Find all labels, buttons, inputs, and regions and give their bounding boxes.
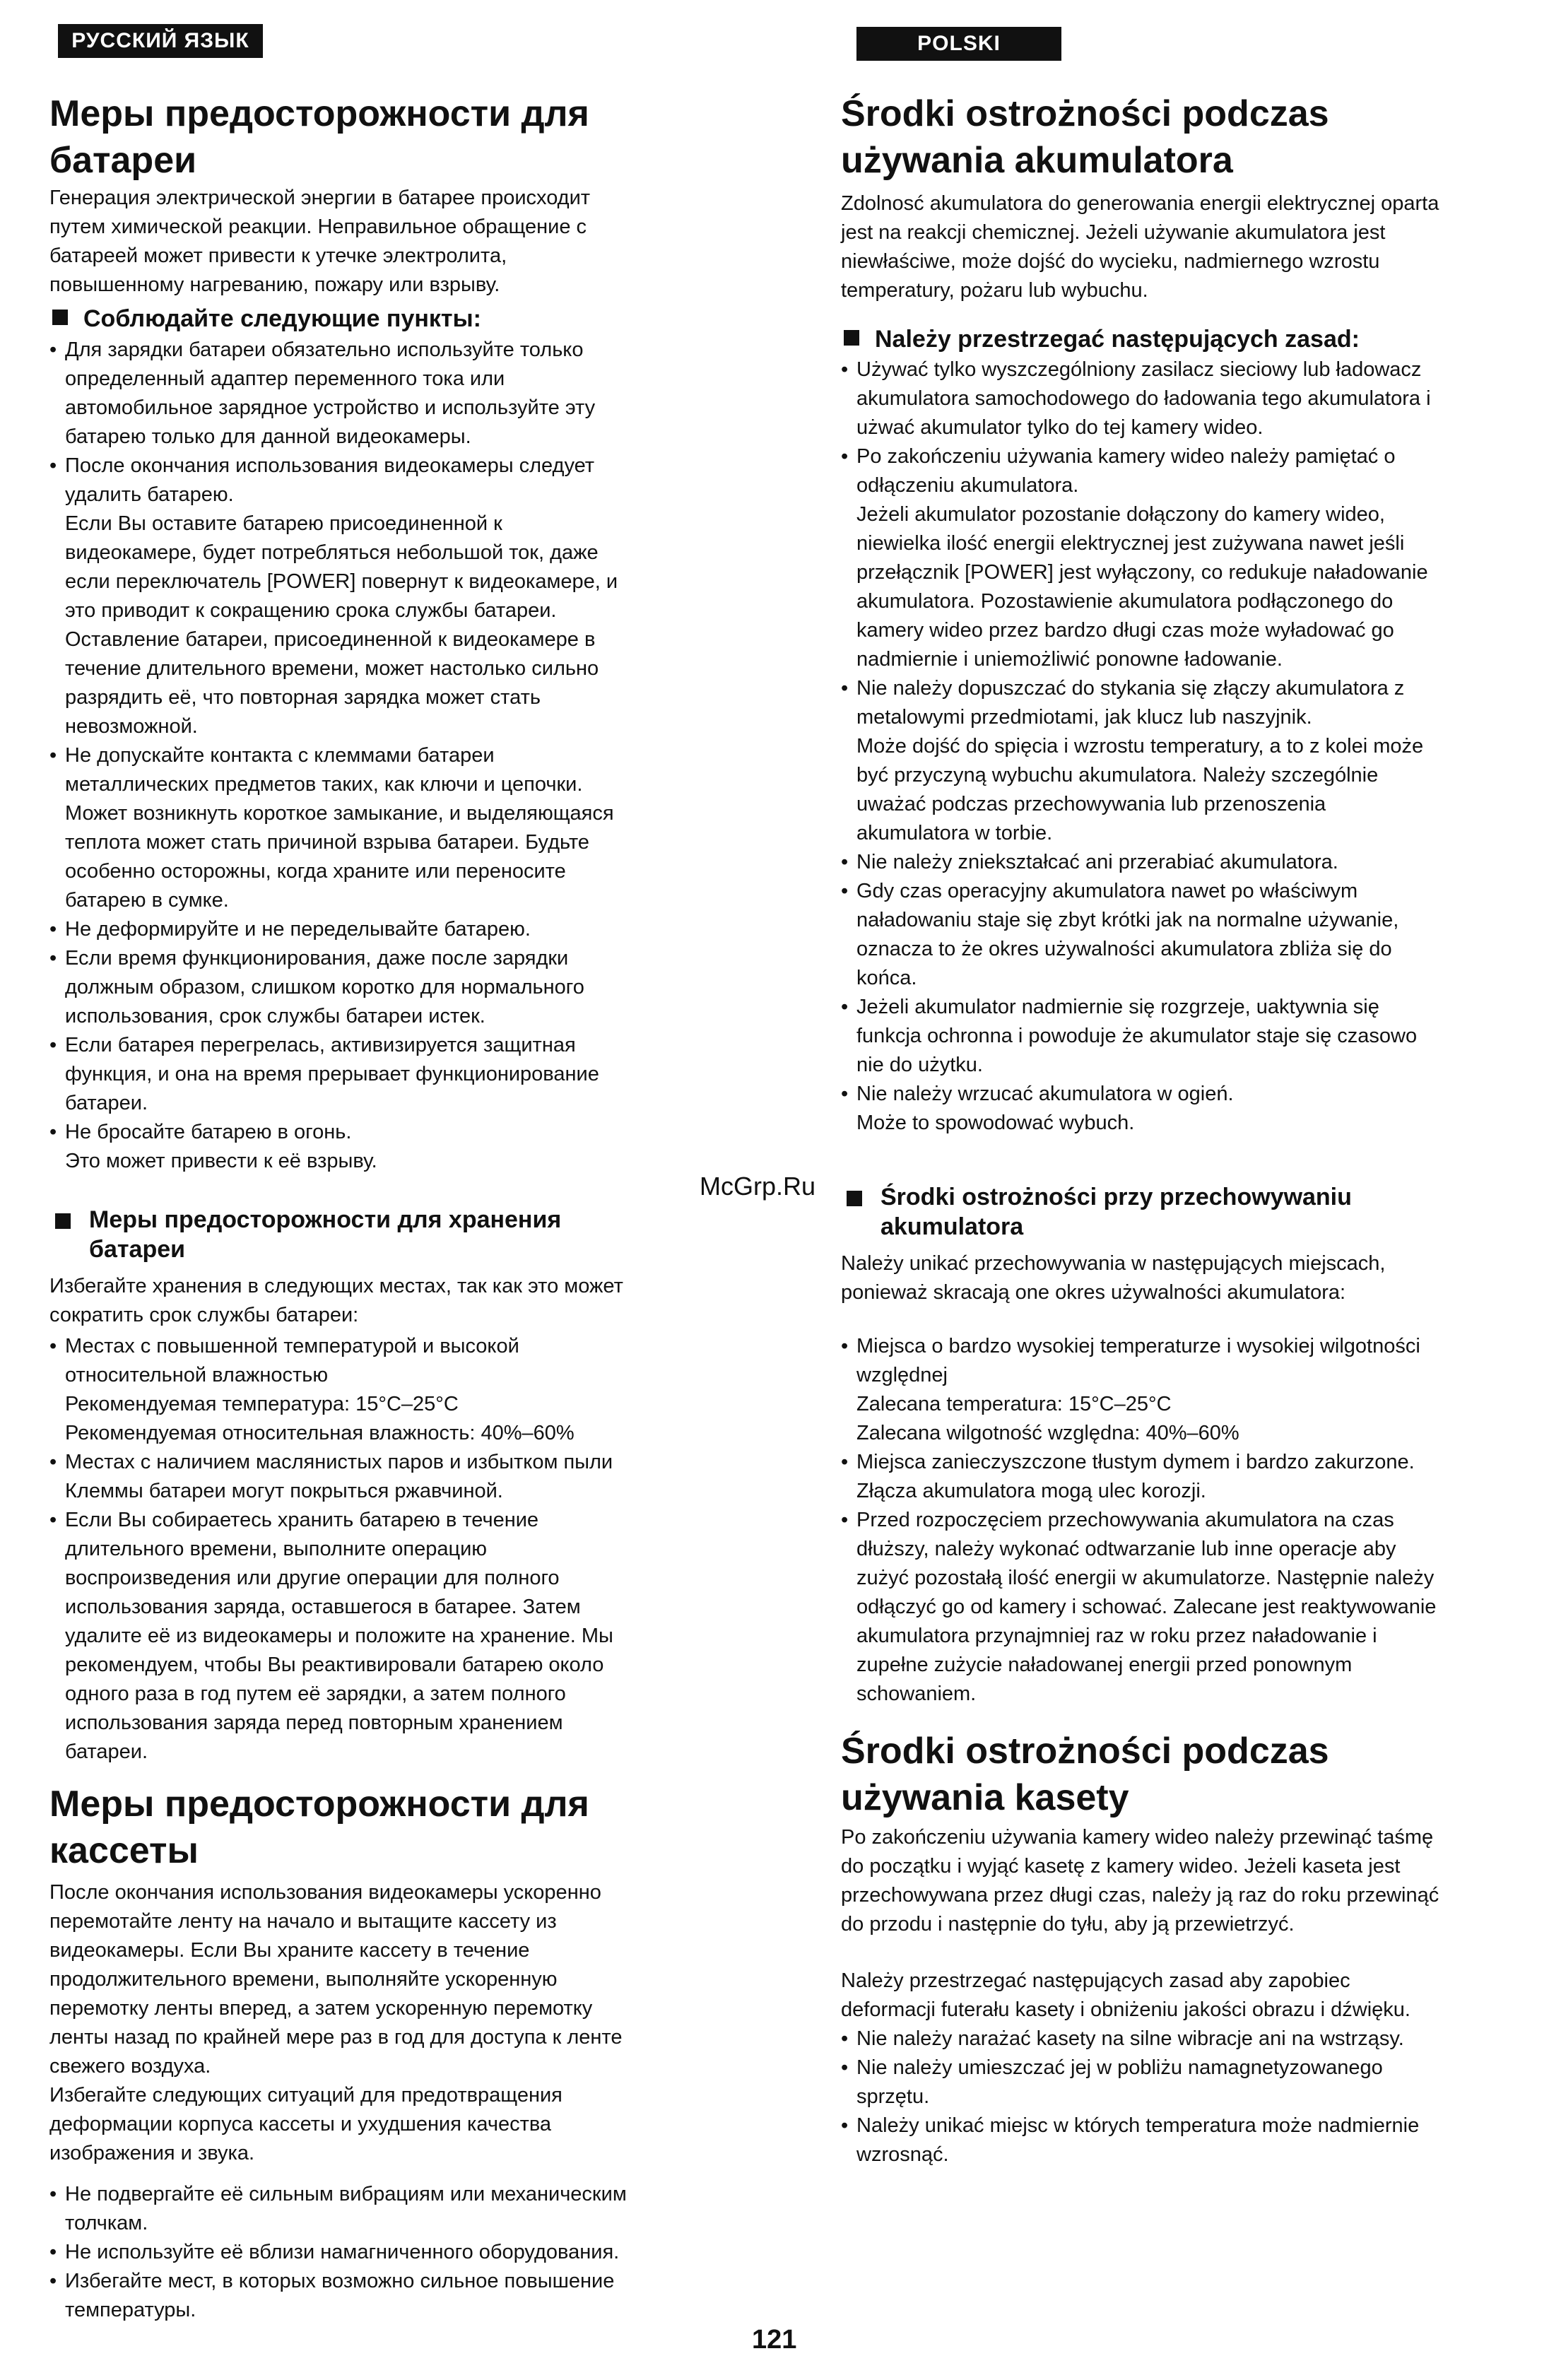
list-item-line: батарею в сумке.: [65, 889, 229, 912]
list-item: [841, 1506, 1519, 1709]
bullet-dot-icon: •: [841, 358, 849, 381]
list-item: [841, 2025, 1519, 2054]
bullet-dot-icon: •: [841, 996, 849, 1018]
paragraph-line: путем химической реакции. Неправильное обращение с: [49, 216, 587, 238]
paragraph-line: перемотку ленты вперед, а затем ускоренную перемотку: [49, 1997, 593, 2020]
list-item-line: dłuższy, należy wykonać odtwarzanie lub inne operacje aby: [856, 1538, 1396, 1560]
list-item-line: kamery wideo przez bardzo długi czas może wyładować go: [856, 619, 1394, 642]
bullet-dot-icon: •: [841, 880, 849, 902]
paragraph-line: do przodu i następnie do tyłu, aby ją przewietrzyć.: [841, 1913, 1295, 1936]
list-item-line: Это может привести к её взрыву.: [65, 1150, 377, 1172]
list-item-line: видеокамере, будет потребляться небольшой ток, даже: [65, 541, 599, 564]
section-title: [841, 1728, 1519, 1821]
paragraph-line: Należy unikać przechowywania w następujących miejscach,: [841, 1252, 1386, 1275]
list-item-line: funkcja ochronna i powoduje że akumulator staje się czasowo: [856, 1025, 1418, 1047]
list-item-line: температуры.: [65, 2299, 196, 2321]
list-item-line: Przed rozpoczęciem przechowywania akumulatora na czas: [856, 1509, 1394, 1531]
bullet-dot-icon: •: [49, 2183, 57, 2205]
bullet-dot-icon: •: [841, 2027, 849, 2050]
bullet-list: [49, 2180, 728, 2325]
list-item: [49, 1031, 728, 1118]
list-item: [49, 1118, 728, 1176]
list-item-line: naładowaniu staje się zbyt krótki jak na normalne używanie,: [856, 909, 1399, 931]
paragraph-line: Избегайте следующих ситуаций для предотвращения: [49, 2084, 563, 2107]
list-item: [49, 944, 728, 1031]
list-item-line: Gdy czas operacyjny akumulatora nawet po właściwym: [856, 880, 1358, 902]
bullet-dot-icon: •: [49, 1034, 57, 1056]
section-title-line: używania akumulatora: [841, 140, 1233, 181]
list-item: [49, 1506, 728, 1767]
square-bullet-icon: [52, 310, 68, 325]
list-item: [841, 674, 1519, 848]
bullet-dot-icon: •: [49, 744, 57, 767]
list-item-line: użwać akumulator tylko do tej kamery wideo.: [856, 416, 1264, 439]
list-item-line: Если Вы оставите батарею присоединенной к: [65, 512, 502, 535]
bullet-dot-icon: •: [841, 1509, 849, 1531]
list-item: [49, 2180, 728, 2238]
subsection-heading-line: Соблюдайте следующие пункты:: [83, 305, 481, 332]
subsection-heading-text: [49, 304, 728, 334]
list-item-line: Если Вы собираетесь хранить батарею в течение: [65, 1509, 539, 1531]
bullet-list: [841, 1332, 1519, 1709]
list-item-line: использования заряда, оставшегося в батарее. Затем: [65, 1596, 581, 1618]
list-item: [841, 1080, 1519, 1138]
paragraph-line: ленты назад по крайней мере раз в год для доступа к ленте: [49, 2026, 623, 2049]
subsection-heading: [841, 1182, 1519, 1242]
list-item-line: Po zakończeniu używania kamery wideo należy pamiętać o: [856, 445, 1396, 468]
cassette-intro-paragraph: [49, 1878, 728, 2168]
section-title-line: używania kasety: [841, 1777, 1129, 1818]
list-item-line: определенный адаптер переменного тока или: [65, 367, 505, 390]
list-item-line: akumulatora w torbie.: [856, 822, 1053, 844]
list-item-line: wzrosnąć.: [856, 2143, 949, 2166]
paragraph-line: deformacji futerału kasety i obniżeniu jakości obrazu i dźwięku.: [841, 1998, 1410, 2021]
list-item: [49, 2238, 728, 2267]
list-item-line: Nie należy umieszczać jej w pobliżu namagnetyzowanego: [856, 2056, 1383, 2079]
list-item-line: Оставление батареи, присоединенной к видеокамере в: [65, 628, 596, 651]
bullet-dot-icon: •: [49, 918, 57, 941]
list-item: [841, 1332, 1519, 1448]
list-item-line: Не деформируйте и не переделывайте батарею.: [65, 918, 531, 941]
list-item: [49, 2267, 728, 2325]
page-number: 121: [752, 2325, 797, 2355]
list-item-line: После окончания использования видеокамеры следует: [65, 454, 595, 477]
subsection-heading-text: [49, 1205, 728, 1264]
list-item-line: Для зарядки батареи обязательно используйте только: [65, 338, 584, 361]
bullet-list: [841, 2025, 1519, 2169]
list-item: [49, 741, 728, 915]
paragraph-line: Генерация электрической энергии в батарее происходит: [49, 187, 591, 209]
list-item: [841, 2111, 1519, 2169]
list-item-line: разрядить её, что повторная зарядка может стать: [65, 686, 541, 709]
section-title: [841, 90, 1519, 184]
list-item-line: Zalecana wilgotność względna: 40%–60%: [856, 1422, 1239, 1444]
list-item-line: Может возникнуть короткое замыкание, и выделяющаяся: [65, 802, 614, 825]
paragraph-line: видеокамеры. Если Вы храните кассету в течение: [49, 1939, 530, 1962]
paragraph-line: niewłaściwe, może dojść do wycieku, nadmiernego wzrostu: [841, 250, 1380, 273]
list-item-line: Nie należy dopuszczać do stykania się złączy akumulatora z: [856, 677, 1405, 700]
list-item-line: Używać tylko wyszczególniony zasilacz sieciowy lub ładowacz: [856, 358, 1422, 381]
subsection-heading-text: [841, 324, 1519, 354]
section-title-line: Меры предосторожности для: [49, 1784, 589, 1825]
list-item: [49, 336, 728, 452]
watermark-text: McGrp.Ru: [700, 1172, 816, 1201]
paragraph-line: батареей может привести к утечке электролита,: [49, 245, 507, 267]
section-title-line: Środki ostrożności podczas: [841, 1731, 1329, 1772]
bullet-dot-icon: •: [841, 2114, 849, 2137]
list-item-line: батареи.: [65, 1740, 148, 1763]
square-bullet-icon: [55, 1213, 71, 1229]
paragraph-line: свежего воздуха.: [49, 2055, 211, 2078]
list-item-line: sprzętu.: [856, 2085, 930, 2108]
list-item-line: nie do użytku.: [856, 1054, 983, 1076]
list-item-line: niewielka ilość energii elektrycznej jest zużywana nawet jeśli: [856, 532, 1405, 555]
section-title-line: Środki ostrożności podczas: [841, 93, 1329, 134]
subsection-heading-line: Меры предосторожности для хранения: [89, 1206, 562, 1233]
list-item-line: батарею только для данной видеокамеры.: [65, 425, 471, 448]
list-item-line: Не подвергайте её сильным вибрациям или механическим: [65, 2183, 627, 2205]
list-item-line: воспроизведения или другие операции для полного: [65, 1567, 560, 1589]
list-item-line: końca.: [856, 967, 917, 989]
list-item-line: одного раза в год путем её зарядки, а затем полного: [65, 1683, 566, 1705]
list-item-line: автомобильное зарядное устройство и используйте эту: [65, 396, 596, 419]
paragraph-line: ponieważ skracają one okres używalności akumulatora:: [841, 1281, 1346, 1304]
bullet-dot-icon: •: [49, 2270, 57, 2292]
bullet-dot-icon: •: [49, 1335, 57, 1357]
bullet-dot-icon: •: [841, 1335, 849, 1357]
section-title-line: Меры предосторожности для: [49, 93, 589, 134]
paragraph-line: После окончания использования видеокамеры ускоренно: [49, 1881, 601, 1904]
list-item-line: akumulatora przynajmniej raz w roku przez naładowanie i: [856, 1625, 1377, 1647]
list-item-line: Należy unikać miejsc w których temperatura może nadmiernie: [856, 2114, 1420, 2137]
list-item: [841, 442, 1519, 674]
paragraph-line: przechowywana przez długi czas, należy ją raz do roku przewinąć: [841, 1884, 1439, 1907]
paragraph-line: Zdolnosć akumulatora do generowania energii elektrycznej oparta: [841, 192, 1439, 215]
paragraph-line: деформации корпуса кассеты и ухудшения качества: [49, 2113, 552, 2135]
list-item-line: металлических предметов таких, как ключи и цепочки.: [65, 773, 583, 796]
list-item-line: функция, и она на время прерывает функционирование: [65, 1063, 599, 1085]
list-item-line: Jeżeli akumulator nadmiernie się rozgrzeje, uaktywnia się: [856, 996, 1379, 1018]
list-item-line: особенно осторожны, когда храните или переносите: [65, 860, 566, 883]
list-item-line: теплота может стать причиной взрыва батареи. Будьте: [65, 831, 589, 854]
language-tab-polish: POLSKI: [856, 27, 1061, 61]
paragraph-line: сократить срок службы батареи:: [49, 1304, 359, 1326]
list-item-line: schowaniem.: [856, 1683, 977, 1705]
paragraph-line: повышенному нагреванию, пожару или взрыву.: [49, 273, 500, 296]
storage-intro-paragraph: [841, 1249, 1519, 1307]
subsection-heading: [841, 324, 1519, 354]
list-item: [841, 355, 1519, 442]
subsection-heading-line: батареи: [89, 1236, 186, 1263]
bullet-dot-icon: •: [841, 2056, 849, 2079]
list-item-line: Если батарея перегрелась, активизируется защитная: [65, 1034, 576, 1056]
bullet-dot-icon: •: [841, 851, 849, 873]
bullet-dot-icon: •: [49, 2241, 57, 2263]
list-item: [841, 2054, 1519, 2111]
list-item-line: Если время функционирования, даже после зарядки: [65, 947, 569, 970]
paragraph-line: temperatury, pożaru lub wybuchu.: [841, 279, 1148, 302]
list-item-line: oznacza to że okres używalności akumulatora zbliża się do: [856, 938, 1392, 960]
list-item-line: Nie należy narażać kasety na silne wibracje ani na wstrząsy.: [856, 2027, 1404, 2050]
paragraph-line: Избегайте хранения в следующих местах, так как это может: [49, 1275, 623, 1297]
bullet-list: [841, 355, 1519, 1138]
paragraph-line: Po zakończeniu używania kamery wideo należy przewinąć taśmę: [841, 1826, 1434, 1849]
list-item-line: Не используйте её вблизи намагниченного оборудования.: [65, 2241, 620, 2263]
bullet-dot-icon: •: [49, 338, 57, 361]
subsection-heading-line: akumulatora: [880, 1213, 1024, 1240]
list-item-line: Клеммы батареи могут покрыться ржавчиной.: [65, 1480, 503, 1502]
list-item-line: akumulatora. Pozostawienie akumulatora podłączonego do: [856, 590, 1394, 613]
section-title: [49, 1781, 728, 1874]
bullet-dot-icon: •: [49, 454, 57, 477]
subsection-heading: [49, 304, 728, 334]
list-item-line: zużyć pozostałą ilość energii w akumulatorze. Następnie należy: [856, 1567, 1435, 1589]
list-item-line: рекомендуем, чтобы Вы реактивировали батарею около: [65, 1654, 604, 1676]
bullet-dot-icon: •: [49, 1509, 57, 1531]
cassette-rules-paragraph: [841, 1967, 1519, 2025]
list-item: [49, 915, 728, 944]
list-item-line: длительного времени, выполните операцию: [65, 1538, 488, 1560]
language-tab-russian: РУССКИЙ ЯЗЫК: [58, 24, 263, 58]
bullet-list: [49, 1332, 728, 1767]
list-item-line: Nie należy zniekształcać ani przerabiać akumulatora.: [856, 851, 1338, 873]
bullet-dot-icon: •: [49, 947, 57, 970]
list-item-line: Miejsca o bardzo wysokiej temperaturze i wysokiej wilgotności: [856, 1335, 1420, 1357]
list-item-line: Рекомендуемая относительная влажность: 40%–60%: [65, 1422, 575, 1444]
cassette-intro-paragraph: [841, 1823, 1519, 1939]
list-item-line: течение длительного времени, может настолько сильно: [65, 657, 599, 680]
list-item: [841, 877, 1519, 993]
section-title: [49, 90, 728, 184]
bullet-list: [49, 336, 728, 1176]
square-bullet-icon: [844, 330, 859, 346]
section-title-line: кассеты: [49, 1830, 199, 1871]
subsection-heading-line: Należy przestrzegać następujących zasad:: [875, 326, 1360, 353]
paragraph-line: перемотайте ленту на начало и вытащите кассету из: [49, 1910, 557, 1933]
list-item-line: przełącznik [POWER] jest wyłączony, co redukuje naładowanie: [856, 561, 1428, 584]
list-item-line: Miejsca zanieczyszczone tłustym dymem i bardzo zakurzone.: [856, 1451, 1415, 1473]
list-item-line: nadmiernie i uniemożliwić ponowne ładowanie.: [856, 648, 1283, 671]
list-item-line: батареи.: [65, 1092, 148, 1114]
list-item-line: невозможной.: [65, 715, 198, 738]
list-item-line: odłączyć go od kamery i schować. Zalecane jest reaktywowanie: [856, 1596, 1437, 1618]
list-item-line: uważać podczas przechowywania lub przenoszenia: [856, 793, 1326, 815]
paragraph-line: jest na reakcji chemicznej. Jeżeli używanie akumulatora jest: [841, 221, 1386, 244]
list-item-line: Może to spowodować wybuch.: [856, 1112, 1135, 1134]
paragraph-line: изображения и звука.: [49, 2142, 254, 2164]
list-item: [49, 452, 728, 741]
bullet-dot-icon: •: [841, 677, 849, 700]
list-item-line: удалите её из видеокамеры и положите на хранение. Мы: [65, 1625, 613, 1647]
intro-paragraph: [841, 189, 1519, 305]
list-item-line: использования, срок службы батареи истек.: [65, 1005, 485, 1027]
list-item-line: Местах с наличием маслянистых паров и избытком пыли: [65, 1451, 613, 1473]
list-item-line: если переключатель [POWER] повернут к видеокамере, и: [65, 570, 618, 593]
paragraph-line: Należy przestrzegać następujących zasad aby zapobiec: [841, 1969, 1350, 1992]
list-item-line: być przyczyną wybuchu akumulatora. Należy szczególnie: [856, 764, 1379, 787]
subsection-heading: [49, 1205, 728, 1264]
list-item-line: Местах с повышенной температурой и высокой: [65, 1335, 519, 1357]
section-title-line: батареи: [49, 140, 197, 181]
list-item-line: относительной влажностью: [65, 1364, 329, 1386]
list-item-line: metalowymi przedmiotami, jak klucz lub naszyjnik.: [856, 706, 1312, 729]
list-item-line: względnej: [856, 1364, 948, 1386]
list-item-line: odłączeniu akumulatora.: [856, 474, 1079, 497]
bullet-dot-icon: •: [841, 1083, 849, 1105]
paragraph-line: do początku i wyjąć kasetę z kamery wideo. Jeżeli kaseta jest: [841, 1855, 1401, 1878]
list-item-line: Не бросайте батарею в огонь.: [65, 1121, 352, 1143]
list-item-line: zupełne zużycie naładowanej energii przed ponownym: [856, 1654, 1353, 1676]
list-item: [841, 1448, 1519, 1506]
list-item-line: это приводит к сокращению срока службы батареи.: [65, 599, 557, 622]
list-item-line: должным образом, слишком коротко для нормального: [65, 976, 584, 998]
list-item-line: удалить батарею.: [65, 483, 234, 506]
list-item-line: Jeżeli akumulator pozostanie dołączony do kamery wideo,: [856, 503, 1385, 526]
list-item-line: Złącza akumulatora mogą ulec korozji.: [856, 1480, 1206, 1502]
list-item-line: толчкам.: [65, 2212, 148, 2234]
bullet-dot-icon: •: [49, 1121, 57, 1143]
list-item-line: akumulatora samochodowego do ładowania tego akumulatora i: [856, 387, 1431, 410]
list-item-line: Nie należy wrzucać akumulatora w ogień.: [856, 1083, 1234, 1105]
list-item-line: Zalecana temperatura: 15°C–25°C: [856, 1393, 1172, 1415]
list-item: [49, 1448, 728, 1506]
subsection-heading-line: Środki ostrożności przy przechowywaniu: [880, 1184, 1352, 1210]
paragraph-line: продолжительного времени, выполняйте ускоренную: [49, 1968, 558, 1991]
list-item-line: Не допускайте контакта с клеммами батареи: [65, 744, 495, 767]
bullet-dot-icon: •: [49, 1451, 57, 1473]
list-item-line: Рекомендуемая температура: 15°C–25°C: [65, 1393, 459, 1415]
subsection-heading-text: [841, 1182, 1519, 1242]
list-item-line: Избегайте мест, в которых возможно сильное повышение: [65, 2270, 615, 2292]
list-item-line: использования заряда перед повторным хранением: [65, 1712, 563, 1734]
bullet-dot-icon: •: [841, 1451, 849, 1473]
storage-intro-paragraph: [49, 1272, 728, 1330]
list-item: [49, 1332, 728, 1448]
square-bullet-icon: [847, 1191, 862, 1206]
bullet-dot-icon: •: [841, 445, 849, 468]
list-item: [841, 848, 1519, 877]
intro-paragraph: [49, 184, 728, 300]
list-item-line: Może dojść do spięcia i wzrostu temperatury, a to z kolei może: [856, 735, 1424, 758]
list-item: [841, 993, 1519, 1080]
